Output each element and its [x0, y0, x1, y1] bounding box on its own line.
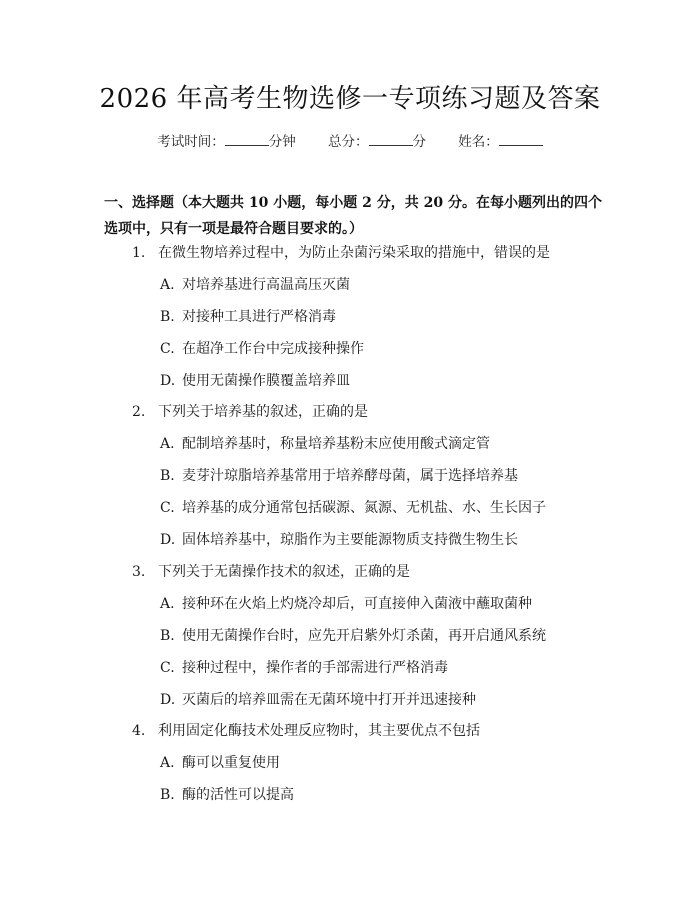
question-text: 在微生物培养过程中，为防止杂菌污染采取的措施中，错误的是	[158, 245, 550, 261]
option-letter: A.	[160, 596, 175, 612]
question-number: 4.	[132, 723, 146, 739]
question-stem	[132, 402, 368, 422]
question-number: 1.	[132, 245, 146, 261]
option-letter: A.	[160, 436, 175, 452]
option-text: 对接种工具进行严格消毒	[182, 309, 336, 325]
question-number: 3.	[132, 564, 146, 580]
exam-time-unit: 分钟	[268, 134, 296, 150]
option-letter: A.	[160, 277, 175, 293]
question-option	[160, 530, 518, 550]
exam-time-blank	[225, 131, 269, 146]
question-option	[160, 307, 336, 327]
option-text: 培养基的成分通常包括碳源、氮源、无机盐、水、生长因子	[182, 500, 546, 516]
exam-info-row	[0, 131, 700, 152]
option-letter: A.	[160, 755, 175, 771]
option-letter: C.	[160, 500, 175, 516]
option-text: 接种过程中，操作者的手部需进行严格消毒	[182, 660, 448, 676]
option-text: 麦芽汁琼脂培养基常用于培养酵母菌，属于选择培养基	[182, 468, 518, 484]
question-option	[160, 275, 350, 295]
option-text: 灭菌后的培养皿需在无菌环境中打开并迅速接种	[182, 692, 476, 708]
option-letter: B.	[160, 468, 175, 484]
document-title: 2026 年高考生物选修一专项练习题及答案	[99, 84, 601, 114]
question-text: 利用固定化酶技术处理反应物时，其主要优点不包括	[158, 723, 480, 739]
total-score-field	[328, 131, 426, 152]
exam-time-field	[157, 131, 296, 152]
total-score-label: 总分：	[328, 134, 369, 150]
question-option	[160, 434, 490, 454]
option-text: 使用无菌操作台时，应先开启紫外灯杀菌，再开启通风系统	[182, 628, 546, 644]
question-option	[160, 626, 546, 646]
question-stem	[132, 562, 410, 582]
question-text: 下列关于无菌操作技术的叙述，正确的是	[158, 564, 410, 580]
option-letter: B.	[160, 309, 175, 325]
student-name-blank	[499, 131, 543, 146]
option-letter: D.	[160, 373, 176, 389]
question-text: 下列关于培养基的叙述，正确的是	[158, 404, 368, 420]
question-stem	[132, 243, 550, 263]
option-letter: D.	[160, 692, 176, 708]
question-option	[160, 498, 546, 518]
section-heading: 一、选择题（本大题共 10 小题，每小题 2 分，共 20 分。在每小题列出的四个选项中，只有一项是最符合题目要求的。）	[104, 195, 602, 237]
total-score-unit: 分	[412, 134, 426, 150]
question-option	[160, 594, 532, 614]
option-text: 酶可以重复使用	[182, 755, 280, 771]
exam-time-label: 考试时间：	[157, 134, 225, 150]
option-text: 接种环在火焰上灼烧冷却后，可直接伸入菌液中蘸取菌种	[182, 596, 532, 612]
option-text: 配制培养基时，称量培养基粉末应使用酸式滴定管	[182, 436, 490, 452]
question-option	[160, 658, 448, 678]
question-stem	[132, 721, 480, 741]
option-letter: C.	[160, 341, 175, 357]
question-option	[160, 466, 518, 486]
option-text: 在超净工作台中完成接种操作	[182, 341, 364, 357]
option-letter: D.	[160, 532, 176, 548]
student-name-field	[458, 131, 543, 152]
option-text: 酶的活性可以提高	[182, 787, 294, 803]
student-name-label: 姓名：	[458, 134, 499, 150]
option-letter: B.	[160, 787, 175, 803]
option-letter: C.	[160, 660, 175, 676]
option-text: 使用无菌操作膜覆盖培养皿	[182, 373, 350, 389]
option-text: 对培养基进行高温高压灭菌	[182, 277, 350, 293]
option-text: 固体培养基中，琼脂作为主要能源物质支持微生物生长	[182, 532, 518, 548]
question-option	[160, 339, 364, 359]
option-letter: B.	[160, 628, 175, 644]
question-option	[160, 785, 294, 805]
question-number: 2.	[132, 404, 146, 420]
question-option	[160, 371, 350, 391]
question-option	[160, 753, 280, 773]
total-score-blank	[369, 131, 413, 146]
question-option	[160, 690, 476, 710]
